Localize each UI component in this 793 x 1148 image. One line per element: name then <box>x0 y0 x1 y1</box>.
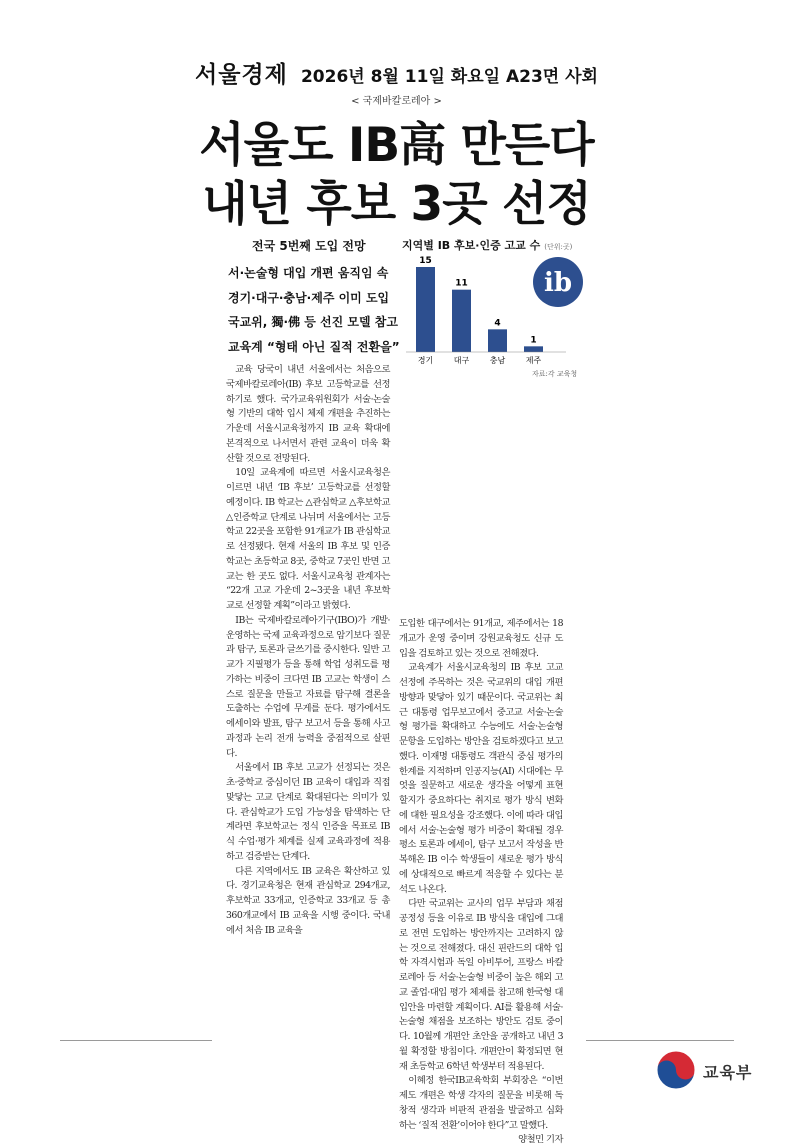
ministry-name: 교육부 <box>703 1063 753 1082</box>
paragraph: 다른 지역에서도 IB 교육은 확산하고 있다. 경기교육청은 현재 관심학교 294개교, 후보학교 33개교, 인증학교 33개교 등 총 360개교에서 IB 교육을 시행 중이다. 국내에서 처음 IB 교육을 <box>226 865 390 936</box>
bar-제주 <box>524 346 543 352</box>
category-label: 제주 <box>525 356 542 365</box>
category-label: 경기 <box>417 356 434 365</box>
ib-logo <box>533 257 583 307</box>
chart-unit: (단위:곳) <box>544 243 573 251</box>
chart-title-text: 지역별 IB 후보·인증 고교 수 <box>402 239 541 252</box>
chart-source: 자료:각 교육청 <box>532 370 578 378</box>
bar-value-label: 1 <box>530 335 537 346</box>
bar-value-label: 4 <box>494 318 501 329</box>
paragraph: IB는 국제바칼로레아기구(IBO)가 개발·운영하는 국제 교육과정으로 암기보다 질문과 탐구, 토론과 글쓰기를 중시한다. 일반 고교가 지필평가 등을 통해 학업 성취도를 평가하는 비중이 크다면 IB 고교는 학생이 스스로 질문을 만들고 자료를 탐구해 결론을 도출하는 수업에 무게를 둔다. 평가에서도 에세이와 발표, 탐구 보고서 등을 통해 사고 과정과 논리 전개 능력을 중점적으로 살핀다. <box>226 614 390 759</box>
ib-logo-text: ib <box>543 268 573 298</box>
bar-충남 <box>488 329 507 352</box>
paragraph: 교육계가 서울시교육청의 IB 후보 고교 선정에 주목하는 것은 국교위의 대입 개편 방향과 맞닿아 있기 때문이다. 국교위는 최근 대통령 업무보고에서 중고교 서술·논술형 평가를 확대하고 수능에도 서술·논술형 문항을 도입하는 방안을 검토하겠다고 보고했다. 이재명 대통령도 객관식 중심 평가의 한계를 지적하며 인공지능(AI) 시대에는 무엇을 질문하고 새로운 생각을 어떻게 표현할지가 중요하다는 취지로 평가 방식 변화에 대한 필요성을 강조했다. 이에 따라 대입에서 서술·논술형 평가 비중이 확대될 경우 평소 토론과 에세이, 탐구 보고서 작성을 반복해온 IB 이수 학생들이 새로운 평가 방식에 상대적으로 빠르게 적응할 수 있다는 분석도 나온다. <box>399 662 563 895</box>
newspaper-name: 서울경제 <box>195 62 288 88</box>
subhead: 전국 5번째 도입 전망 <box>252 239 366 253</box>
deck-line: 경기·대구·충남·제주 이미 도입 <box>228 290 390 305</box>
paragraph: 서울에서 IB 후보 고교가 선정되는 것은 초·중학교 중심이던 IB 교육이 대입과 직접 맞닿는 고교 단계로 확대된다는 의미가 있다. 관심학교가 도입 가능성을 탐색하는 단계라면 후보학교는 정식 인증을 목표로 IB식 수업·평가 체계를 실제 교육과정에 적용하고 검증받는 단계다. <box>226 762 390 862</box>
deck-line: 교육계 “형태 아닌 질적 전환을” <box>228 339 400 354</box>
article-column-right <box>399 617 563 1148</box>
footer-rule-right <box>586 1040 734 1041</box>
paragraph: 도입한 대구에서는 91개교, 제주에서는 18개교가 운영 중이며 강원교육청도 신규 도입을 검토하고 있는 것으로 전해졌다. <box>399 618 563 659</box>
masthead <box>0 56 793 89</box>
bar-대구 <box>452 290 471 352</box>
deck <box>228 261 398 359</box>
article-column-left <box>226 363 390 938</box>
paragraph: 교육 당국이 내년 서울에서는 처음으로 국제바칼로레아(IB) 후보 고등학교를 선정하기로 했다. 국가교육위원회가 서술·논술형 기반의 대학 입시 체제 개편을 추진하는 가운데 서울시교육청까지 IB 교육 확대에 본격적으로 나서면서 관련 교육이 더욱 확산할 것으로 전망된다. <box>226 364 390 464</box>
headline-line-2: 내년 후보 3곳 선정 <box>202 177 591 232</box>
bar-chart <box>400 252 590 370</box>
date-line: 2026년 8월 11일 화요일 A23면 사회 <box>300 67 598 87</box>
chart-title <box>402 237 572 253</box>
footer-rule-left <box>60 1040 212 1041</box>
bar-value-label: 15 <box>419 256 432 266</box>
headline-line-1: 서울도 IB高 만든다 <box>199 118 594 173</box>
paragraph: 다만 국교위는 교사의 업무 부담과 채점 공정성 등을 이유로 IB 방식을 대입에 그대로 전면 도입하는 방안까지는 고려하지 않는 것으로 전해졌다. 대신 핀란드의 대학 입학 자격시험과 독일 아비투어, 프랑스 바칼로레아 등 서술·논술형 비중이 높은 해외 고교 졸업·대입 평가 체제를 참고해 한국형 대입안을 마련할 계획이다. AI를 활용해 서술·논술형 채점을 보조하는 방안도 검토 중이다. 10월께 개편안 초안을 공개하고 내년 3월 확정할 방침이다. 개편안이 확정되면 현재 초등학교 6학년 학생부터 적용된다. <box>399 898 563 1072</box>
byline: 양철민 기자 <box>518 1134 563 1146</box>
deck-line: 서·논술형 대입 개편 움직임 속 <box>228 266 389 280</box>
paragraph: 10일 교육계에 따르면 서울시교육청은 이르면 내년 ‘IB 후보’ 고등학교를 선정할 예정이다. IB 학교는 △관심학교 △후보학교 △인증학교 단계로 나뉘며 서울에서는 고등학교 22곳을 포함한 91개교가 IB 관심학교로 선정됐다. 현재 서울의 IB 후보 및 인증학교는 초등학교 8곳, 중학교 7곳인 반면 고교는 한 곳도 없다. 서울시교육청 관계자는 “22개 고교 가운데 2~3곳을 내년 후보학교로 선정할 계획”이라고 밝혔다. <box>226 467 390 611</box>
deck-line: 국교위, 獨·佛 등 선진 모델 참고 <box>228 315 398 329</box>
ministry-emblem-icon <box>656 1050 696 1090</box>
category-label: 충남 <box>489 356 506 365</box>
category-label: 대구 <box>453 356 470 365</box>
paragraph: 이혜정 한국IB교육학회 부회장은 “이번 제도 개편은 학생 각자의 질문을 비롯해 독창적 생각과 비판적 관점을 발굴하고 심화하는 ‘질적 전환’이어야 한다”고 말했다. <box>399 1075 563 1131</box>
bar-value-label: 11 <box>455 278 468 289</box>
kicker: < 국제바칼로레아 > <box>351 96 442 107</box>
bar-경기 <box>416 267 435 352</box>
